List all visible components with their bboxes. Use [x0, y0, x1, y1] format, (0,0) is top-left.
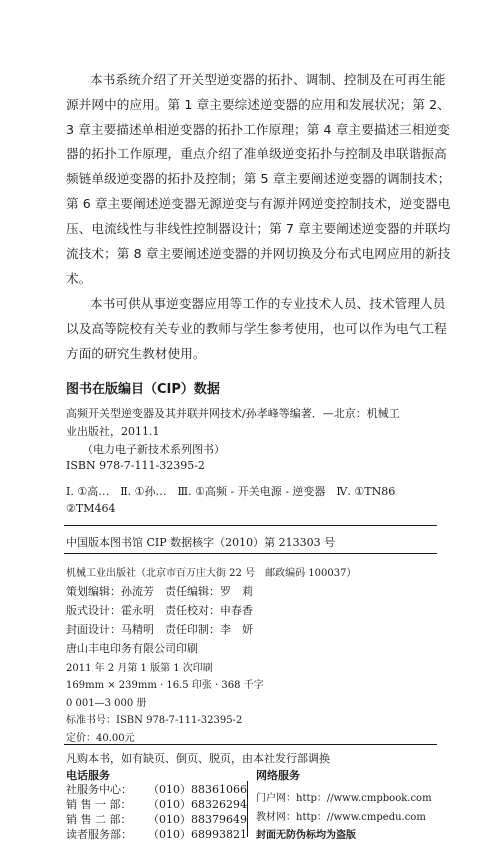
divider-service	[64, 744, 437, 745]
intro-line: 3 章主要描述单相逆变器的拓扑工作原理；第 4 章主要描述三相逆变	[66, 122, 450, 137]
net-heading: 网络服务	[256, 769, 300, 782]
intro-line: 器的拓扑工作原理，重点介绍了准单级逆变拓扑与控制及串联谐振高	[66, 146, 447, 161]
cip-number: 中国版本图书馆 CIP 数据核字（2010）第 213303 号	[66, 536, 336, 549]
price: 定价：40.00元	[66, 733, 135, 744]
intro-line: 压、电流线性与非线性控制器设计；第 7 章主要阐述逆变器的并联均	[66, 221, 451, 236]
edition: 2011 年 2 月第 1 版第 1 次印刷	[66, 663, 213, 674]
intro-line: 频链单级逆变器的拓扑及控制；第 5 章主要阐述逆变器的调制技术；	[66, 171, 451, 186]
phone-label: 销 售 一 部：	[66, 798, 132, 811]
phone-heading: 电话服务	[66, 769, 110, 782]
phone-number: （010）68993821	[148, 828, 247, 841]
phone-label: 社服务中心：	[66, 783, 132, 796]
intro-line: 术。	[66, 271, 92, 286]
cip-heading: 图书在版编目（CIP）数据	[66, 382, 220, 397]
design-proof: 版式设计：霍永明 责任校对：申春香	[66, 604, 253, 617]
cover-printing: 封面设计：马精明 责任印制：李 妍	[66, 623, 253, 636]
intro-line: 流技术；第 8 章主要阐述逆变器的并网切换及分布式电网应用的新技	[66, 246, 451, 261]
cip-subjects-cont: ②TM464	[66, 502, 116, 515]
service-notice: 凡购本书，如有缺页、倒页、脱页，由本社发行部调换	[66, 752, 330, 765]
portal-link[interactable]: 门户网：http：//www.cmpbook.com	[256, 793, 432, 804]
service-column-divider	[247, 781, 248, 837]
publisher-name-address: 机械工业出版社（北京市百万庄大街 22 号 邮政编码 100037）	[66, 568, 357, 579]
divider-bottom	[64, 553, 437, 554]
divider-top	[64, 525, 437, 526]
phone-label: 读者服务部：	[66, 828, 132, 841]
readers-line: 本书可供从事逆变器应用等工作的专业技术人员、技术管理人员	[90, 296, 446, 311]
printer: 唐山丰电印务有限公司印刷	[66, 642, 198, 655]
edu-link[interactable]: 教材网：http：//www.cmpedu.com	[256, 812, 426, 823]
cip-isbn: ISBN 978-7-111-32395-2	[66, 459, 205, 472]
anti-piracy-note: 封面无防伪标均为盗版	[256, 830, 356, 841]
cip-title-line: 业出版社，2011.1	[66, 425, 160, 438]
cip-series: （电力电子新技术系列图书）	[82, 443, 225, 456]
intro-line: 本书系统介绍了开关型逆变器的拓扑、调制、控制及在可再生能	[90, 72, 446, 87]
book-number: 标准书号：ISBN 978-7-111-32395-2	[66, 715, 243, 726]
intro-line: 第 6 章主要阐述逆变器无源逆变与有源并网逆变控制技术，逆变器电	[66, 196, 451, 211]
cip-title-line: 高频开关型逆变器及其并联并网技术/孙孝峰等编著．—北京：机械工	[66, 407, 400, 420]
readers-line: 方面的研究生教材使用。	[66, 346, 206, 361]
phone-number: （010）68326294	[148, 798, 247, 811]
readers-line: 以及高等院校有关专业的教师与学生参考使用，也可以作为电气工程	[66, 321, 447, 336]
intro-line: 源并网中的应用。第 1 章主要综述逆变器的应用和发展状况；第 2、	[66, 97, 450, 112]
phone-number: （010）88379649	[148, 813, 247, 826]
format: 169mm × 239mm · 16.5 印张 · 368 千字	[66, 680, 264, 691]
copies: 0 001—3 000 册	[66, 698, 147, 709]
editors: 策划编辑：孙流芳 责任编辑：罗 莉	[66, 585, 253, 598]
phone-number: （010）88361066	[148, 783, 247, 796]
phone-label: 销 售 二 部：	[66, 813, 132, 826]
cip-subjects: Ⅰ. ①高… Ⅱ. ①孙… Ⅲ. ①高频 - 开关电源 - 逆变器 Ⅳ. ①TN86	[66, 485, 396, 498]
